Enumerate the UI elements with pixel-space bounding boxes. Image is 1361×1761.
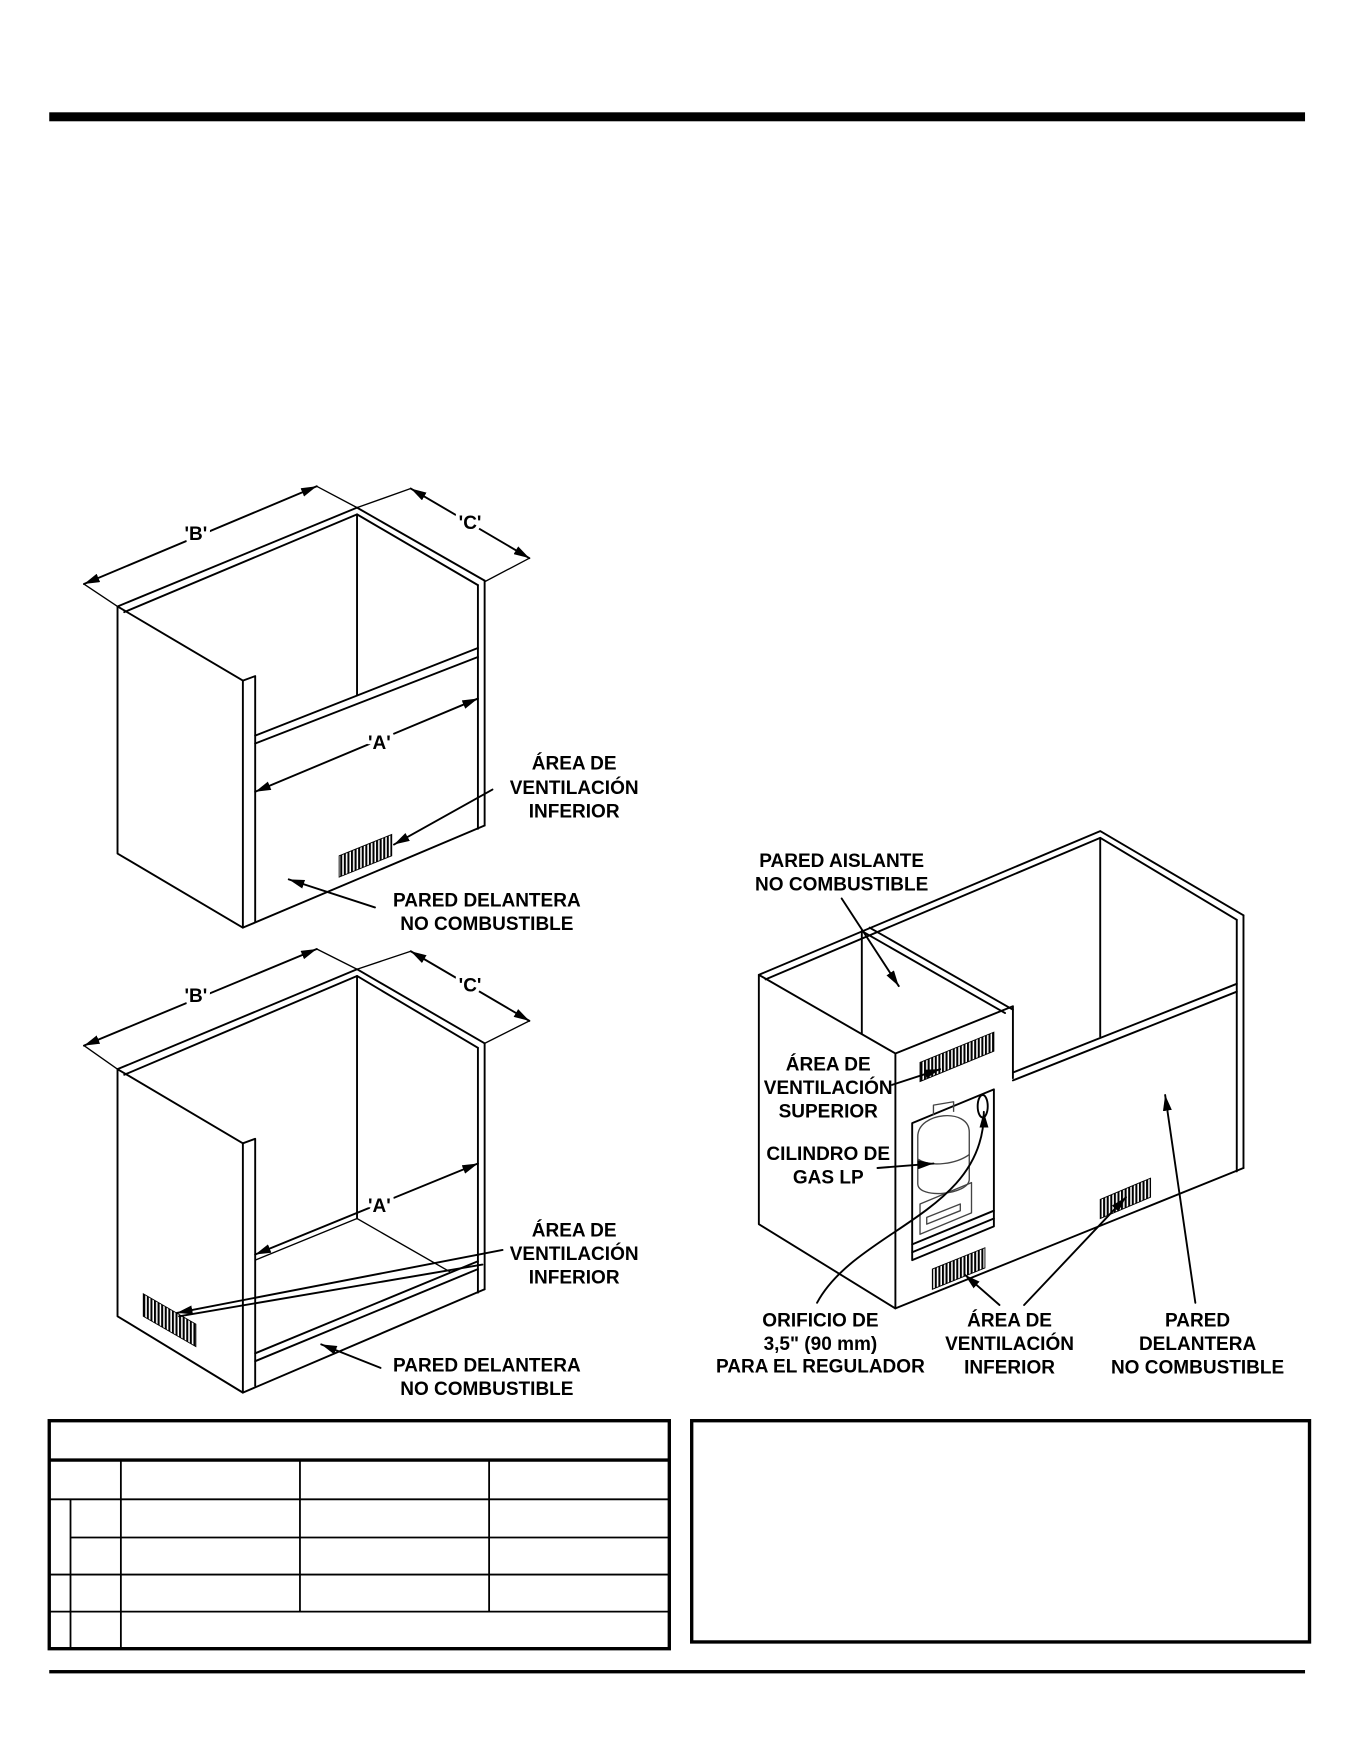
lower-vent-callout — [945, 1197, 1126, 1378]
lower-vent-label-line-2: VENTILACIÓN — [509, 1244, 639, 1266]
partition-wall-top — [862, 928, 1013, 1013]
dimension-c-label: 'C' — [458, 512, 482, 534]
lower-vent-label-line-1: ÁREA DE — [967, 1310, 1052, 1332]
figure-island-lp-compartment — [716, 831, 1284, 1378]
upper-vent-leader — [892, 1069, 940, 1085]
lower-vent-label-line-1: ÁREA DE — [531, 1220, 617, 1242]
upper-vent-label-line-1: ÁREA DE — [785, 1054, 871, 1076]
dimension-b-extension — [84, 486, 357, 606]
front-wall-top — [255, 648, 478, 743]
insulating-wall-label-line-2: NO COMBUSTIBLE — [755, 874, 929, 896]
note-box — [692, 1421, 1310, 1642]
rim-inner-edge — [124, 976, 478, 1075]
lower-vent-grille — [143, 1294, 196, 1347]
front-wall-bottom-edge — [243, 825, 485, 927]
right-post — [1237, 915, 1244, 1171]
left-wall — [759, 975, 896, 1309]
lower-vent-label-line-3: INFERIOR — [528, 1267, 620, 1289]
dimension-c — [357, 951, 529, 1043]
cylinder-label-line-1: CILINDRO DE — [766, 1144, 891, 1166]
dimension-c-extension — [357, 951, 529, 1043]
front-wall-callout — [321, 1344, 581, 1400]
front-wall-top — [1013, 984, 1237, 1081]
front-wall-callout — [289, 879, 581, 935]
lower-vent-label-line-3: INFERIOR — [964, 1357, 1055, 1379]
front-wall-bottom-edge — [243, 1289, 485, 1392]
dimension-b — [84, 486, 357, 606]
lower-vent-grille — [339, 834, 392, 877]
table-column-lines — [71, 1460, 490, 1649]
lower-vent-leader-left — [965, 1275, 1000, 1305]
regulator-hole-label-line-3: PARA EL REGULADOR — [715, 1356, 925, 1378]
dimension-c-extension — [357, 489, 529, 582]
lower-vent-label-line-1: ÁREA DE — [531, 753, 617, 775]
figure-enclosure-low-front — [84, 949, 639, 1400]
dimension-a-label: 'A' — [368, 1195, 391, 1217]
floor-back-edges — [255, 1219, 451, 1273]
lower-vent-leader-secondary — [179, 1265, 482, 1317]
dimension-c-label: 'C' — [458, 975, 482, 997]
front-wall-label-line-1: PARED — [1165, 1310, 1231, 1332]
front-left-post — [243, 1139, 255, 1386]
dimension-b-extension — [84, 949, 357, 1069]
regulator-hole-label-line-1: ORIFICIO DE — [762, 1310, 879, 1332]
lower-vent-label-line-2: VENTILACIÓN — [509, 777, 639, 800]
front-wall-label-line-1: PARED DELANTERA — [393, 1355, 581, 1377]
lower-vent-callout — [394, 752, 639, 844]
lower-vent-label-line-3: INFERIOR — [528, 801, 620, 823]
cylinder-label-line-2: GAS LP — [792, 1167, 864, 1189]
header-rule — [49, 112, 1305, 121]
cylinder-compartment-opening — [912, 1089, 994, 1260]
table-row-lines — [49, 1499, 669, 1611]
dimension-a-line — [255, 1164, 478, 1255]
regulator-hole-label-line-2: 3,5" (90 mm) — [763, 1333, 878, 1355]
upper-vent-callout — [764, 1053, 940, 1122]
dimension-a — [255, 699, 478, 792]
lower-vent-callout — [177, 1219, 639, 1316]
table-frame — [49, 1421, 669, 1649]
figure-enclosure-high-front — [84, 486, 639, 935]
left-wall — [118, 606, 243, 927]
regulator-hole — [978, 1095, 988, 1117]
dimension-a-line — [255, 699, 478, 792]
insulating-wall-leader — [842, 898, 899, 986]
dimension-b-label: 'B' — [184, 524, 208, 546]
upper-vent-label-line-3: SUPERIOR — [778, 1101, 878, 1123]
dimension-table — [49, 1421, 669, 1649]
upper-vent-label-line-2: VENTILACIÓN — [763, 1077, 893, 1099]
cylinder-callout — [766, 1144, 933, 1189]
left-wall — [118, 1069, 243, 1392]
front-wall-label-line-2: NO COMBUSTIBLE — [400, 913, 574, 935]
footer-rule — [49, 1670, 1305, 1673]
front-wall-label-line-1: PARED DELANTERA — [393, 890, 581, 912]
rim-inner-edge — [124, 514, 478, 612]
right-post — [478, 581, 485, 829]
dimension-b — [84, 949, 357, 1069]
lp-cylinder — [918, 1116, 969, 1194]
front-left-post — [243, 676, 255, 922]
front-wall-callout — [1111, 1095, 1284, 1379]
dimension-c — [357, 489, 529, 582]
front-wall-leader — [1165, 1095, 1195, 1303]
dimension-a-label: 'A' — [368, 733, 391, 755]
cylinder-seam — [918, 1155, 969, 1164]
lower-vent-label-line-2: VENTILACIÓN — [945, 1333, 1075, 1355]
dimension-b-label: 'B' — [184, 985, 208, 1007]
dimension-a — [255, 1164, 478, 1255]
front-wall-label-line-3: NO COMBUSTIBLE — [1110, 1357, 1285, 1379]
front-wall-label-line-2: NO COMBUSTIBLE — [400, 1378, 574, 1400]
insulating-wall-label-line-1: PARED AISLANTE — [759, 850, 925, 873]
front-wall-label-line-2: DELANTERA — [1138, 1333, 1257, 1355]
